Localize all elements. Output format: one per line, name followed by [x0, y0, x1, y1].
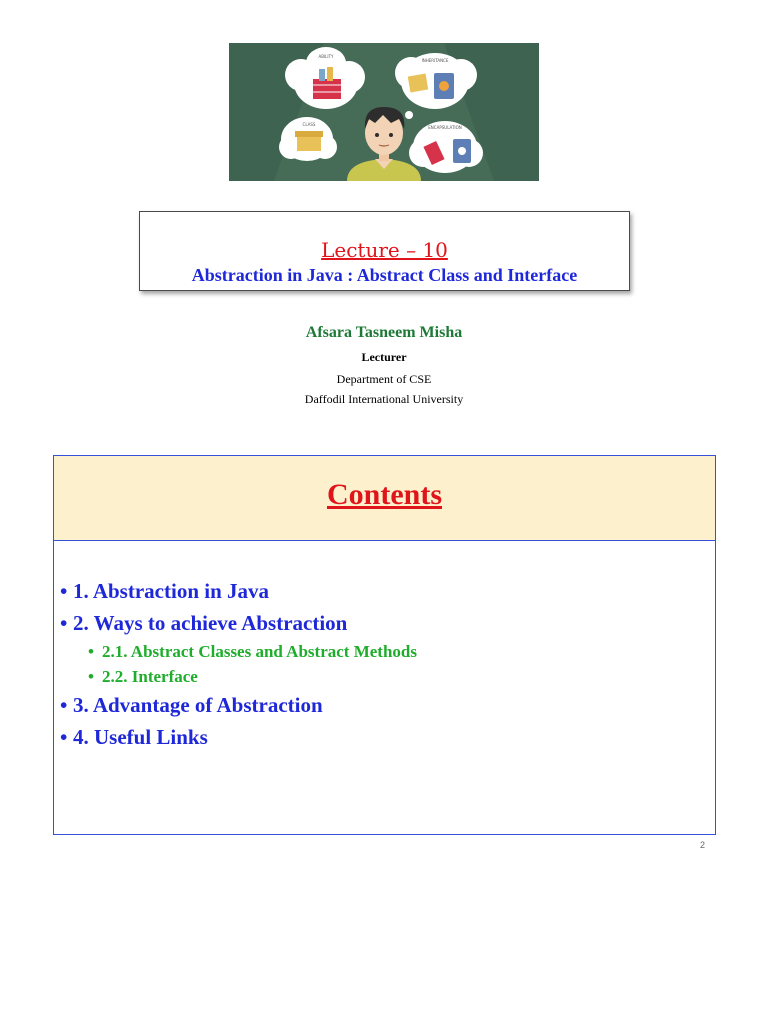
bullet-icon: • — [60, 579, 68, 603]
bubble-label-class: CLASS — [302, 122, 316, 127]
bubble-label-ability: ABILITY — [318, 54, 334, 59]
hero-illustration — [229, 43, 539, 181]
contents-item — [60, 575, 715, 607]
bullet-icon: • — [60, 693, 68, 717]
contents-panel — [53, 455, 716, 835]
author-department: Department of CSE — [336, 372, 432, 386]
bullet-icon: • — [88, 667, 94, 686]
author-name: Afsara Tasneem Misha — [305, 324, 463, 341]
author-role: Lecturer — [361, 350, 407, 364]
page-number: 2 — [700, 840, 706, 850]
contents-header — [54, 456, 715, 541]
lecture-title-box — [139, 211, 630, 291]
contents-subitem-text: 2.1. Abstract Classes and Abstract Methods — [102, 642, 417, 661]
bullet-icon: • — [88, 642, 94, 661]
contents-subitem — [60, 639, 715, 664]
bullet-icon: • — [60, 725, 68, 749]
contents-item-text: 4. Useful Links — [73, 725, 208, 749]
bubble-label-inheritance: INHERITANCE — [421, 58, 449, 63]
contents-item-text: 2. Ways to achieve Abstraction — [73, 611, 348, 635]
lecture-number: Lecture – 10 — [321, 238, 448, 262]
contents-item — [60, 689, 715, 721]
bullet-icon: • — [60, 611, 68, 635]
contents-subitem — [60, 664, 715, 689]
contents-item — [60, 721, 715, 753]
contents-title: Contents — [326, 478, 442, 511]
lecture-subtitle: Abstraction in Java : Abstract Class and Interface — [191, 265, 578, 285]
author-university: Daffodil International University — [304, 392, 464, 406]
bubble-label-encapsulation: ENCAPSULATION — [428, 125, 462, 130]
contents-item-text: 3. Advantage of Abstraction — [73, 693, 323, 717]
contents-item — [60, 607, 715, 639]
contents-subitem-text: 2.2. Interface — [102, 667, 198, 686]
oop-concepts-illustration — [229, 43, 539, 181]
contents-list — [54, 541, 715, 753]
contents-item-text: 1. Abstraction in Java — [73, 579, 270, 603]
